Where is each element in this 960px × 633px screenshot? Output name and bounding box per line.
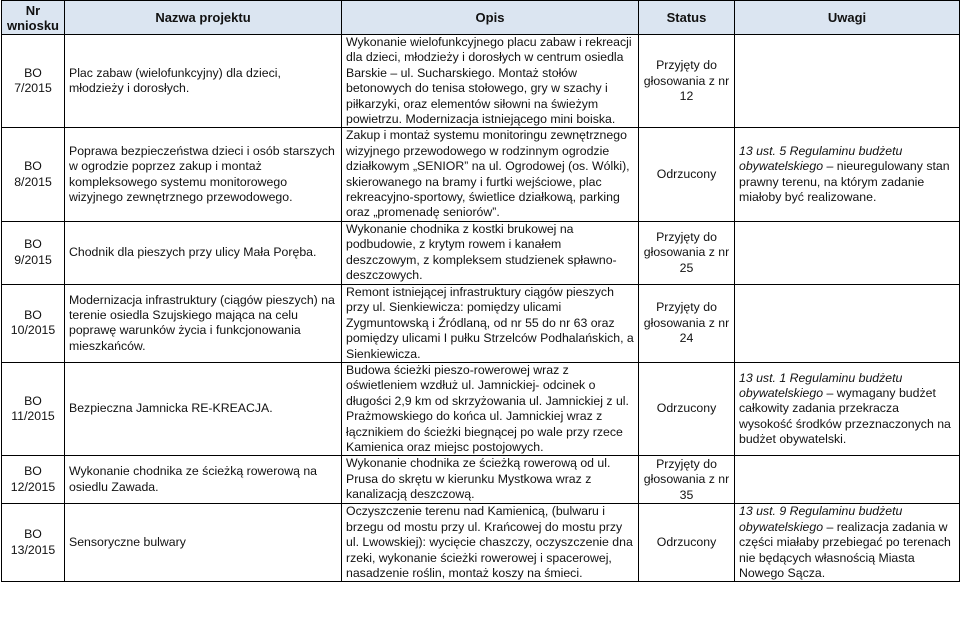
- row-notes: [735, 284, 960, 362]
- header-row: [2, 1, 960, 35]
- row-desc: Wykonanie wielofunkcyjnego placu zabaw i rekreacji dla dzieci, młodzieży i dorosłych w centrum osiedla Barskie – ul. Sucharskiego. Montaż stołów betonowych do tenisa stołowego, gry w szachy i piłkarzyki, oraz elementów siłowni na świeżym powietrzu. Modernizacja istniejącego mini boiska.: [342, 35, 639, 128]
- note-text: – nieuregulowany stan prawny terenu, na którym zadanie miałoby być realizowane.: [739, 159, 950, 205]
- row-desc: Oczyszczenie terenu nad Kamienicą, (bulwaru i brzegu od mostu przy ul. Krańcowej do mostu przy ul. Lwowskiej): wycięcie chaszczy, oczyszczenie dna rzeki, wykonanie ścieżki rowerowej i spacerowej, nasadzenie roślin, montaż koszy na śmieci.: [342, 504, 639, 582]
- row-nr: BO 9/2015: [2, 221, 65, 284]
- row-name: Modernizacja infrastruktury (ciągów pieszych) na terenie osiedla Szujskiego mająca na celu poprawę warunków życia i funkcjonowania mieszkańców.: [65, 284, 342, 362]
- note-ref: 13 ust. 9 Regulaminu budżetu obywatelskiego: [739, 504, 903, 534]
- note-text: – realizacja zadania w części miałaby przebiegać po terenach nie będących własnością Miasta Nowego Sącza.: [739, 519, 951, 580]
- row-status: Odrzucony: [639, 128, 735, 221]
- note-ref: 13 ust. 5 Regulaminu budżetu obywatelskiego: [739, 143, 903, 174]
- header-name: Nazwa projektu: [65, 1, 342, 35]
- row-desc: Budowa ścieżki pieszo-rowerowej wraz z oświetleniem wzdłuż ul. Jamnickiej- odcinek o długości 2,9 km od skrzyżowania ul. Jamnickiej z ul. Prażmowskiego do końca ul. Jamnickiej wraz z łącznikiem do ścieżki biegnącej po wale przy rzece Kamienica oraz miejsc postojowych.: [342, 362, 639, 455]
- row-notes: [735, 35, 960, 128]
- row-status: Przyjęty do głosowania z nr 25: [639, 221, 735, 284]
- row-nr: BO 11/2015: [2, 362, 65, 455]
- row-notes: [735, 504, 960, 582]
- projects-table: [1, 0, 960, 582]
- row-status: Odrzucony: [639, 504, 735, 582]
- row-name: Bezpieczna Jamnicka RE-KREACJA.: [65, 362, 342, 455]
- row-name: Chodnik dla pieszych przy ulicy Mała Poręba.: [65, 221, 342, 284]
- row-desc: Wykonanie chodnika ze ścieżką rowerową od ul. Prusa do skrętu w kierunku Mystkowa wraz z kanalizacją deszczową.: [342, 456, 639, 504]
- row-name: Sensoryczne bulwary: [65, 504, 342, 582]
- table-row: [2, 35, 960, 128]
- row-status: Przyjęty do głosowania z nr 35: [639, 456, 735, 504]
- row-nr: BO 12/2015: [2, 456, 65, 504]
- row-nr: BO 13/2015: [2, 504, 65, 582]
- row-name: Wykonanie chodnika ze ścieżką rowerową na osiedlu Zawada.: [65, 456, 342, 504]
- row-name: Poprawa bezpieczeństwa dzieci i osób starszych w ogrodzie poprzez zakup i montaż kompleksowego systemu monitorowego wizyjnego zewnętrznego przewodowego.: [65, 128, 342, 221]
- row-notes: [735, 221, 960, 284]
- header-status: Status: [639, 1, 735, 35]
- header-nr: Nr wniosku: [2, 1, 65, 35]
- table-row: [2, 284, 960, 362]
- row-desc: Zakup i montaż systemu monitoringu zewnętrznego wizyjnego przewodowego w rodzinnym ogrodzie działkowym „SENIOR” na ul. Ogrodowej (os. Wólki), skierowanego na bramy i furtki wejściowe, plac rekreacyjno-sportowy, świetlice działkową, parking oraz „promenadę seniorów”.: [342, 128, 639, 221]
- table-row: [2, 504, 960, 582]
- row-desc: Remont istniejącej infrastruktury ciągów pieszych przy ul. Sienkiewicza: pomiędzy ulicami Zygmuntowską i Źródlaną, od nr 55 do nr 63 oraz pomiędzy ulicami I pułku Strzelców Podhalańskich, a Sienkiewicza.: [342, 284, 639, 362]
- row-status: Przyjęty do głosowania z nr 12: [639, 35, 735, 128]
- row-notes: [735, 128, 960, 221]
- table-row: [2, 128, 960, 221]
- row-name: Plac zabaw (wielofunkcyjny) dla dzieci, młodzieży i dorosłych.: [65, 35, 342, 128]
- row-nr: BO 7/2015: [2, 35, 65, 128]
- table-row: [2, 221, 960, 284]
- table-row: [2, 362, 960, 455]
- table-row: [2, 456, 960, 504]
- note-text: – wymagany budżet całkowity zadania przekracza wysokość środków przeznaczonych na budżet obywatelski.: [739, 386, 951, 447]
- row-nr: BO 8/2015: [2, 128, 65, 221]
- row-status: Przyjęty do głosowania z nr 24: [639, 284, 735, 362]
- row-nr: BO 10/2015: [2, 284, 65, 362]
- row-desc: Wykonanie chodnika z kostki brukowej na podbudowie, z krytym rowem i kanałem deszczowym, z kompleksem studzienek spławno-deszczowych.: [342, 221, 639, 284]
- header-notes: Uwagi: [735, 1, 960, 35]
- header-desc: Opis: [342, 1, 639, 35]
- row-status: Odrzucony: [639, 362, 735, 455]
- row-notes: [735, 362, 960, 455]
- row-notes: [735, 456, 960, 504]
- note-ref: 13 ust. 1 Regulaminu budżetu obywatelskiego: [739, 370, 903, 401]
